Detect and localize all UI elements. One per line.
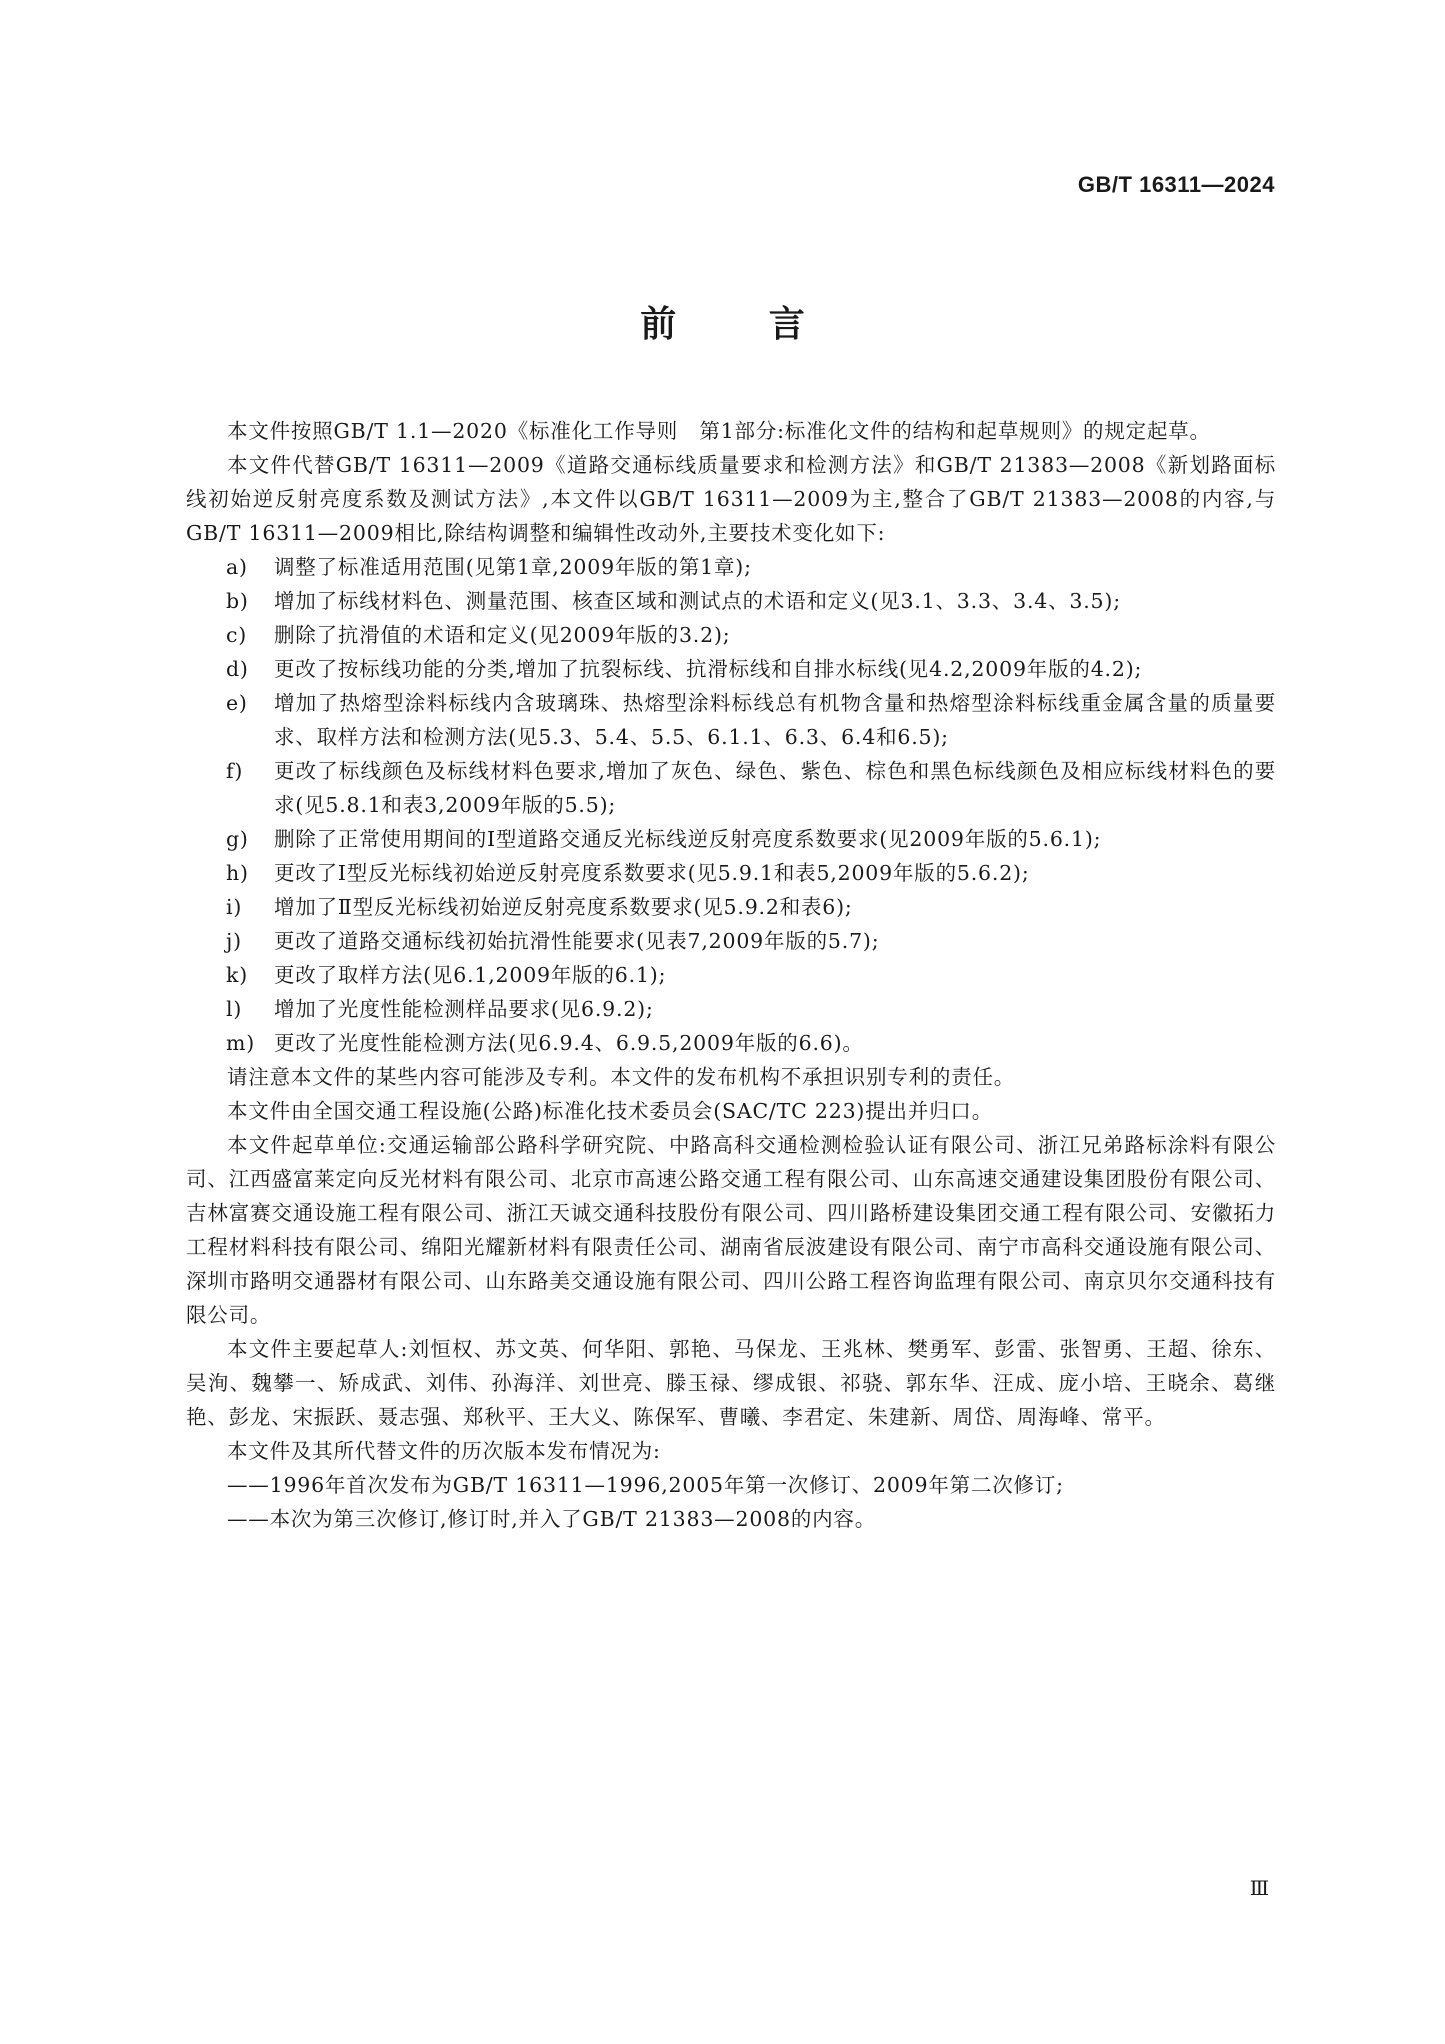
list-item-text: 调整了标准适用范围(见第1章,2009年版的第1章); [274, 555, 752, 579]
list-marker: c) [226, 623, 248, 647]
list-item-text: 更改了Ⅰ型反光标线初始逆反射亮度系数要求(见5.9.1和表5,2009年版的5.6.2); [274, 861, 1030, 885]
list-item [186, 686, 1276, 754]
list-marker: f) [226, 759, 244, 783]
history-item: ——1996年首次发布为GB/T 16311—1996,2005年第一次修订、2009年第二次修订; [227, 1473, 1064, 1497]
list-item [186, 890, 1276, 924]
list-marker: m) [226, 1031, 256, 1055]
list-item-text: 删除了正常使用期间的Ⅰ型道路交通反光标线逆反射亮度系数要求(见2009年版的5.6.1); [274, 827, 1102, 851]
list-item [186, 1026, 1276, 1060]
document-body [186, 414, 1276, 1536]
paragraph-drafting-rules: 本文件按照GB/T 1.1—2020《标准化工作导则 第1部分:标准化文件的结构和起草规则》的规定起草。 [227, 419, 1211, 443]
list-item [186, 584, 1276, 618]
list-item [186, 550, 1276, 584]
page-number: Ⅲ [1249, 1876, 1269, 1900]
paragraph-drafting-units: 本文件起草单位:交通运输部公路科学研究院、中路高科交通检测检验认证有限公司、浙江兄弟路标涂料有限公司、江西盛富莱定向反光材料有限公司、北京市高速公路交通工程有限公司、山东高速交通建设集团股份有限公司、吉林富赛交通设施工程有限公司、浙江天诚交通科技股份有限公司、四川路桥建设集团交通工程有限公司、安徽拓力工程材料科技有限公司、绵阳光耀新材料有限责任公司、湖南省辰波建设有限公司、南宁市高科交通设施有限公司、深圳市路明交通器材有限公司、山东路美交通设施有限公司、四川公路工程咨询监理有限公司、南京贝尔交通科技有限公司。 [186, 1133, 1276, 1327]
paragraph-patent-notice: 请注意本文件的某些内容可能涉及专利。本文件的发布机构不承担识别专利的责任。 [227, 1065, 1016, 1089]
list-marker: g) [226, 827, 249, 851]
list-marker: b) [226, 589, 249, 613]
standard-number: GB/T 16311—2024 [1077, 172, 1275, 197]
list-item-text: 更改了取样方法(见6.1,2009年版的6.1); [274, 963, 667, 987]
list-item-text: 增加了标线材料色、测量范围、核查区域和测试点的术语和定义(见3.1、3.3、3.4、3.5); [274, 589, 1121, 613]
list-item-text: 删除了抗滑值的术语和定义(见2009年版的3.2); [274, 623, 731, 647]
list-item [186, 618, 1276, 652]
list-item-text: 增加了Ⅱ型反光标线初始逆反射亮度系数要求(见5.9.2和表6); [274, 895, 853, 919]
paragraph-history-intro: 本文件及其所代替文件的历次版本发布情况为: [227, 1439, 661, 1463]
paragraph-drafters: 本文件主要起草人:刘恒权、苏文英、何华阳、郭艳、马保龙、王兆林、樊勇军、彭雷、张智勇、王超、徐东、吴洵、魏攀一、矫成武、刘伟、孙海洋、刘世亮、滕玉禄、缪成银、祁骁、郭东华、汪成、庞小培、王晓余、葛继艳、彭龙、宋振跃、聂志强、郑秋平、王大义、陈保军、曹曦、李君定、朱建新、周岱、周海峰、常平。 [186, 1337, 1276, 1429]
list-marker: i) [226, 895, 243, 919]
list-item [186, 924, 1276, 958]
changes-list [186, 550, 1276, 1060]
list-item [186, 652, 1276, 686]
list-item [186, 992, 1276, 1026]
list-marker: d) [226, 657, 249, 681]
list-item [186, 754, 1276, 822]
history-item: ——本次为第三次修订,修订时,并入了GB/T 21383—2008的内容。 [227, 1507, 877, 1531]
list-marker: a) [226, 555, 248, 579]
list-item-text: 更改了标线颜色及标线材料色要求,增加了灰色、绿色、紫色、棕色和黑色标线颜色及相应标线材料色的要求(见5.8.1和表3,2009年版的5.5); [274, 759, 1276, 817]
paragraph-proposer: 本文件由全国交通工程设施(公路)标准化技术委员会(SAC/TC 223)提出并归口。 [227, 1099, 994, 1123]
list-item-text: 更改了道路交通标线初始抗滑性能要求(见表7,2009年版的5.7); [274, 929, 880, 953]
list-marker: h) [226, 861, 249, 885]
list-marker: j) [226, 929, 242, 953]
list-marker: l) [226, 997, 243, 1021]
paragraph-replacement: 本文件代替GB/T 16311—2009《道路交通标线质量要求和检测方法》和GB/T 21383—2008《新划路面标线初始逆反射亮度系数及测试方法》,本文件以GB/T 16311—2009为主,整合了GB/T 21383—2008的内容,与GB/T 16311—2009相比,除结构调整和编辑性改动外,主要技术变化如下: [186, 453, 1276, 545]
list-marker: k) [226, 963, 249, 987]
list-item-text: 更改了按标线功能的分类,增加了抗裂标线、抗滑标线和自排水标线(见4.2,2009年版的4.2); [274, 657, 1143, 681]
list-marker: e) [226, 691, 248, 715]
list-item-text: 更改了光度性能检测方法(见6.9.4、6.9.5,2009年版的6.6)。 [274, 1031, 864, 1055]
list-item-text: 增加了热熔型涂料标线内含玻璃珠、热熔型涂料标线总有机物含量和热熔型涂料标线重金属含量的质量要求、取样方法和检测方法(见5.3、5.4、5.5、6.1.1、6.3、6.4和6.5); [274, 691, 1276, 749]
list-item-text: 增加了光度性能检测样品要求(见6.9.2); [274, 997, 654, 1021]
list-item [186, 856, 1276, 890]
page-title: 前 言 [640, 304, 845, 345]
list-item [186, 822, 1276, 856]
list-item [186, 958, 1276, 992]
